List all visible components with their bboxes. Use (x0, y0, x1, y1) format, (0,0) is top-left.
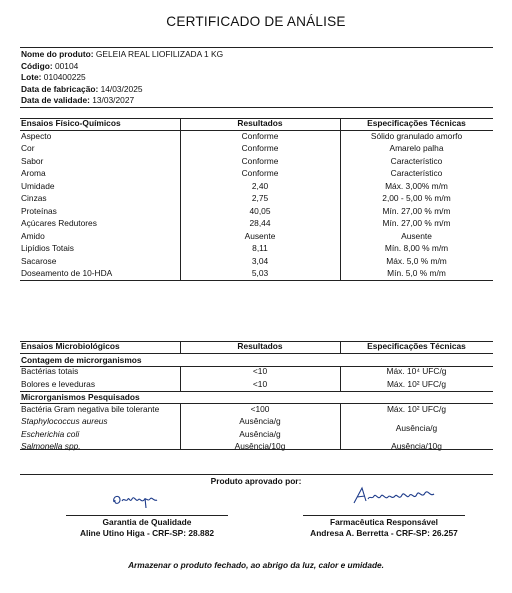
test-result: 40,05 (249, 205, 271, 216)
exp-date-line (21, 95, 223, 107)
micro-section-count: Contagem de microrganismos (21, 354, 142, 365)
table-row (20, 206, 493, 219)
test-name: Aroma (21, 168, 46, 179)
test-spec: Máx. 10² UFC/g (386, 403, 447, 414)
signer-right-name: Andresa A. Berretta - CRF-SP: 26.257 (310, 528, 458, 538)
physchem-header-spec: Especificações Técnicas (367, 118, 466, 129)
test-spec: Característico (390, 155, 443, 166)
signature-quality (110, 488, 170, 510)
test-name: Cinzas (21, 193, 47, 204)
test-name: Aspecto (21, 130, 52, 141)
test-name: Bactéria Gram negativa bile tolerante (21, 403, 160, 414)
micro-col-divider-a1 (180, 366, 181, 391)
test-result: <10 (252, 378, 268, 389)
exp-date-label: Data de validade: (21, 95, 90, 106)
test-name: Amido (21, 230, 45, 241)
document-title: CERTIFICADO DE ANÁLISE (166, 14, 346, 29)
micro-section2-rule (20, 403, 493, 404)
micro-col-divider-b2 (340, 403, 341, 449)
product-code-value: 00104 (54, 60, 79, 71)
signer-right (277, 517, 491, 539)
test-name: Cor (21, 143, 35, 154)
micro-section-researched: Microrganismos Pesquisados (21, 392, 140, 402)
test-name: Bactérias totais (21, 366, 79, 377)
table-row (20, 218, 493, 231)
signer-left-role: Garantia de Qualidade (102, 517, 192, 527)
test-result: Conforme (241, 130, 279, 141)
test-name: Proteínas (21, 205, 57, 216)
physchem-col-divider-2 (340, 118, 341, 280)
signature-line-right (303, 515, 465, 516)
test-name: Staphylococcus aureus (21, 416, 108, 427)
merged-spec-block (20, 416, 493, 441)
table-row (20, 231, 493, 244)
micro-col-divider-a2 (340, 366, 341, 391)
signer-left (40, 517, 254, 539)
lot-label: Lote: (21, 72, 42, 83)
test-spec: Mín. 8,00 % m/m (384, 243, 449, 254)
test-spec: Máx. 10⁴ UFC/g (386, 366, 447, 377)
merged-spec: Ausência/g (395, 422, 438, 433)
table-row (20, 268, 493, 281)
physchem-header-row (20, 118, 493, 131)
test-name: Escherichia coli (21, 428, 80, 439)
test-result: 5,03 (251, 268, 269, 279)
lot-value: 010400225 (43, 72, 86, 83)
table-row (20, 379, 493, 392)
test-result: 3,04 (251, 255, 269, 266)
product-name-label: Nome do produto: (21, 49, 94, 59)
product-code-label: Código: (21, 60, 53, 71)
test-spec: Ausência/10g (391, 441, 442, 452)
test-spec: Mín. 5,0 % m/m (387, 268, 446, 279)
test-result: Conforme (241, 143, 279, 154)
info-top-divider (20, 47, 493, 48)
test-spec: Máx. 10² UFC/g (386, 378, 447, 389)
product-name-value: GELEIA REAL LIOFILIZADA 1 KG (95, 49, 224, 59)
test-spec: Característico (390, 168, 443, 179)
test-spec: Amarelo palha (389, 143, 444, 154)
approved-by-label: Produto aprovado por: (210, 476, 302, 486)
signer-left-name: Aline Utino Higa - CRF-SP: 28.882 (79, 528, 215, 538)
table-row (20, 404, 493, 417)
physchem-bottom-rule (20, 280, 493, 281)
micro-section-rule (20, 366, 493, 367)
micro-bottom-rule (20, 449, 493, 450)
test-result: Ausência/g (239, 428, 281, 439)
test-result: Conforme (241, 155, 279, 166)
table-row (20, 193, 493, 206)
product-code-line (21, 61, 223, 73)
micro-header-row (20, 341, 493, 354)
mfg-date-value: 14/03/2025 (100, 83, 143, 94)
signature-pharmacist (350, 485, 440, 507)
table-row (20, 168, 493, 181)
test-name: Bolores e leveduras (21, 378, 96, 389)
test-name: Doseamento de 10-HDA (21, 268, 113, 279)
test-spec: Máx. 3,00% m/m (385, 180, 448, 191)
physchem-header-test: Ensaios Físico-Químicos (21, 118, 121, 129)
test-result: Ausência/10g (234, 441, 286, 452)
micro-header-result: Resultados (237, 341, 283, 352)
test-name: Salmonella spp. (21, 441, 81, 452)
micro-col-divider-h2 (340, 341, 341, 353)
test-spec: Máx. 5,0 % m/m (386, 255, 447, 266)
test-result: Ausente (244, 230, 276, 241)
table-row (20, 441, 493, 454)
product-name-line (21, 49, 223, 61)
physchem-table (20, 118, 493, 281)
test-spec: Mín. 27,00 % m/m (382, 218, 451, 229)
table-row (20, 243, 493, 256)
approval-top-rule (20, 474, 493, 475)
info-bottom-divider (20, 107, 493, 108)
product-info (21, 49, 223, 107)
test-name: Umidade (21, 180, 55, 191)
table-row (20, 256, 493, 269)
test-spec: Mín. 27,00 % m/m (382, 205, 451, 216)
physchem-header-result: Resultados (237, 118, 283, 129)
test-spec: 2,00 - 5,00 % m/m (382, 193, 451, 204)
table-row (20, 366, 493, 379)
storage-note: Armazenar o produto fechado, ao abrigo da luz, calor e umidade. (128, 560, 384, 570)
mfg-date-line (21, 84, 223, 96)
test-result: 2,75 (251, 193, 269, 204)
test-result: Conforme (241, 168, 279, 179)
physchem-col-divider-1 (180, 118, 181, 280)
micro-header-spec: Especificações Técnicas (367, 341, 466, 352)
test-result: 8,11 (252, 243, 268, 254)
table-row (20, 143, 493, 156)
test-name: Lipídios Totais (21, 243, 74, 254)
micro-header-test: Ensaios Microbiológicos (21, 341, 120, 352)
test-result: <10 (252, 366, 268, 377)
test-name: Sacarose (21, 255, 57, 266)
test-name: Açúcares Redutores (21, 218, 97, 229)
table-row (20, 181, 493, 194)
mfg-date-label: Data de fabricação: (21, 83, 99, 94)
signer-right-role: Farmacêutica Responsável (330, 517, 438, 527)
table-row (20, 131, 493, 144)
test-result: 28,44 (249, 218, 271, 229)
exp-date-value: 13/03/2027 (92, 95, 135, 106)
test-spec: Sólido granulado amorfo (370, 130, 463, 141)
lot-line (21, 72, 223, 84)
physchem-header-rule (20, 130, 493, 131)
micro-header-rule (20, 353, 493, 354)
test-name: Sabor (21, 155, 44, 166)
signature-line-left (66, 515, 228, 516)
micro-col-divider-b1 (180, 403, 181, 449)
micro-col-divider-h1 (180, 341, 181, 353)
micro-table (20, 341, 493, 454)
test-spec: Ausente (401, 230, 432, 241)
test-result: 2,40 (251, 180, 269, 191)
table-row (20, 156, 493, 169)
test-result: Ausência/g (239, 416, 281, 427)
micro-section2-rule-top (20, 391, 493, 392)
test-result: <100 (250, 403, 270, 414)
